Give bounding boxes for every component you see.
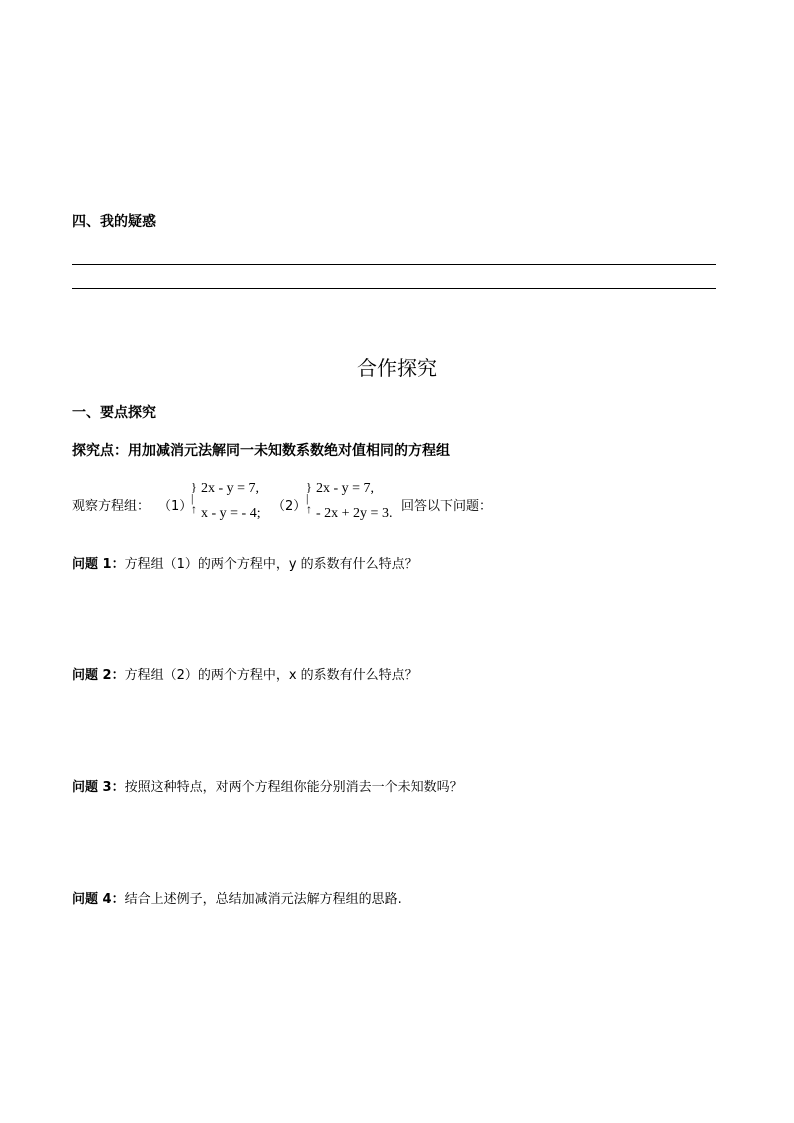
question-4 <box>72 888 402 907</box>
section-heading-doubts: 四、我的疑惑 <box>72 214 156 230</box>
answer-line-1 <box>72 264 716 265</box>
question-label: 问题 3： <box>72 780 125 795</box>
system-2-label: （2） <box>272 499 307 514</box>
system-1-equation-2: x - y = - 4; <box>201 506 261 521</box>
question-label: 问题 1： <box>72 557 125 572</box>
left-brace-icon: } | ↑ <box>191 480 197 516</box>
question-1 <box>72 553 418 572</box>
system-2-equation-2: - 2x + 2y = 3. <box>316 506 393 521</box>
question-2 <box>72 664 418 683</box>
left-brace-icon: } | ↑ <box>306 480 312 516</box>
question-text: 按照这种特点，对两个方程组你能分别消去一个未知数吗？ <box>124 780 463 795</box>
subheading-key-points: 一、要点探究 <box>72 405 156 421</box>
exploration-point: 探究点：用加减消元法解同一未知数系数绝对值相同的方程组 <box>72 443 450 459</box>
question-text: 方程组（2）的两个方程中，x 的系数有什么特点？ <box>124 668 418 683</box>
question-label: 问题 2： <box>72 668 125 683</box>
system-2-equation-1: 2x - y = 7, <box>316 481 375 496</box>
page-title: 合作探究 <box>357 356 437 380</box>
question-text: 结合上述例子，总结加减消元法解方程组的思路. <box>124 892 402 907</box>
answer-line-2 <box>72 288 716 289</box>
observe-outro: 回答以下问题： <box>401 499 493 514</box>
system-1-equation-1: 2x - y = 7, <box>201 481 260 496</box>
question-3 <box>72 776 463 795</box>
system-1-label: （1） <box>158 499 193 514</box>
question-label: 问题 4： <box>72 892 125 907</box>
question-text: 方程组（1）的两个方程中，y 的系数有什么特点？ <box>124 557 418 572</box>
observe-intro: 观察方程组： <box>72 499 151 514</box>
